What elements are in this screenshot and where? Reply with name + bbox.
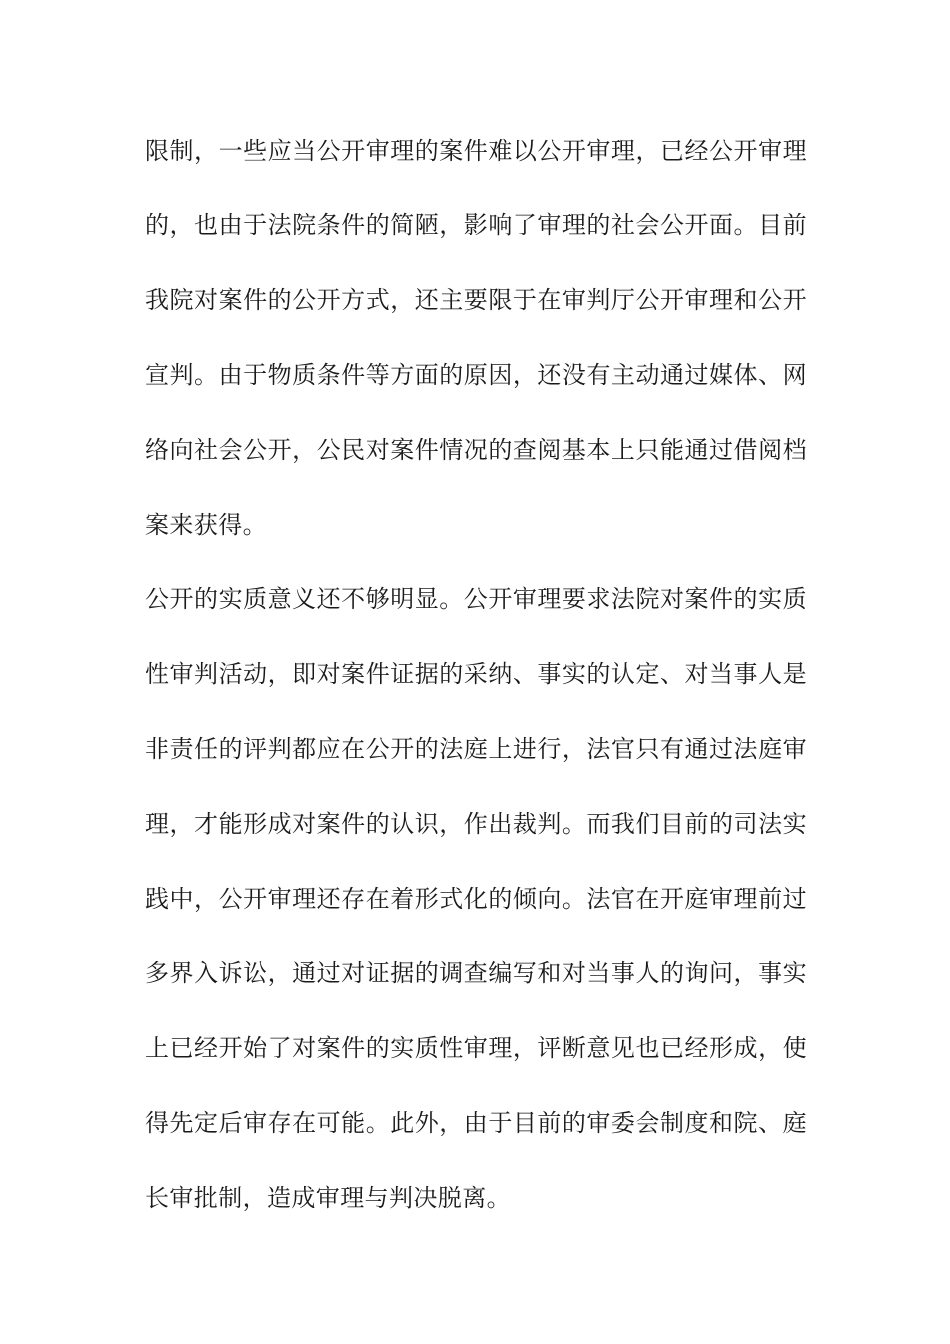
text-line: 公开的实质意义还不够明显。公开审理要求法院对案件的实质 — [145, 585, 807, 613]
text-line: 性审判活动，即对案件证据的采纳、事实的认定、对当事人是 — [145, 660, 807, 688]
text-line: 宣判。由于物质条件等方面的原因，还没有主动通过媒体、网 — [145, 361, 807, 389]
text-line: 我院对案件的公开方式，还主要限于在审判厅公开审理和公开 — [145, 286, 807, 314]
text-line: 的，也由于法院条件的简陋，影响了审理的社会公开面。目前 — [145, 211, 807, 239]
text-line: 长审批制，造成审理与判决脱离。 — [145, 1184, 511, 1212]
text-line: 上已经开始了对案件的实质性审理，评断意见也已经形成，使 — [145, 1034, 807, 1062]
text-line: 理，才能形成对案件的认识，作出裁判。而我们目前的司法实 — [145, 810, 807, 838]
text-line: 得先定后审存在可能。此外，由于目前的审委会制度和院、庭 — [145, 1109, 807, 1137]
text-line: 践中，公开审理还存在着形式化的倾向。法官在开庭审理前过 — [145, 885, 807, 913]
text-line: 案来获得。 — [145, 511, 267, 539]
text-line: 多界入诉讼，通过对证据的调查编写和对当事人的询问，事实 — [145, 959, 807, 987]
text-line: 非责任的评判都应在公开的法庭上进行，法官只有通过法庭审 — [145, 735, 807, 763]
text-line: 络向社会公开，公民对案件情况的查阅基本上只能通过借阅档 — [145, 436, 807, 464]
text-line: 限制，一些应当公开审理的案件难以公开审理，已经公开审理 — [145, 137, 807, 165]
